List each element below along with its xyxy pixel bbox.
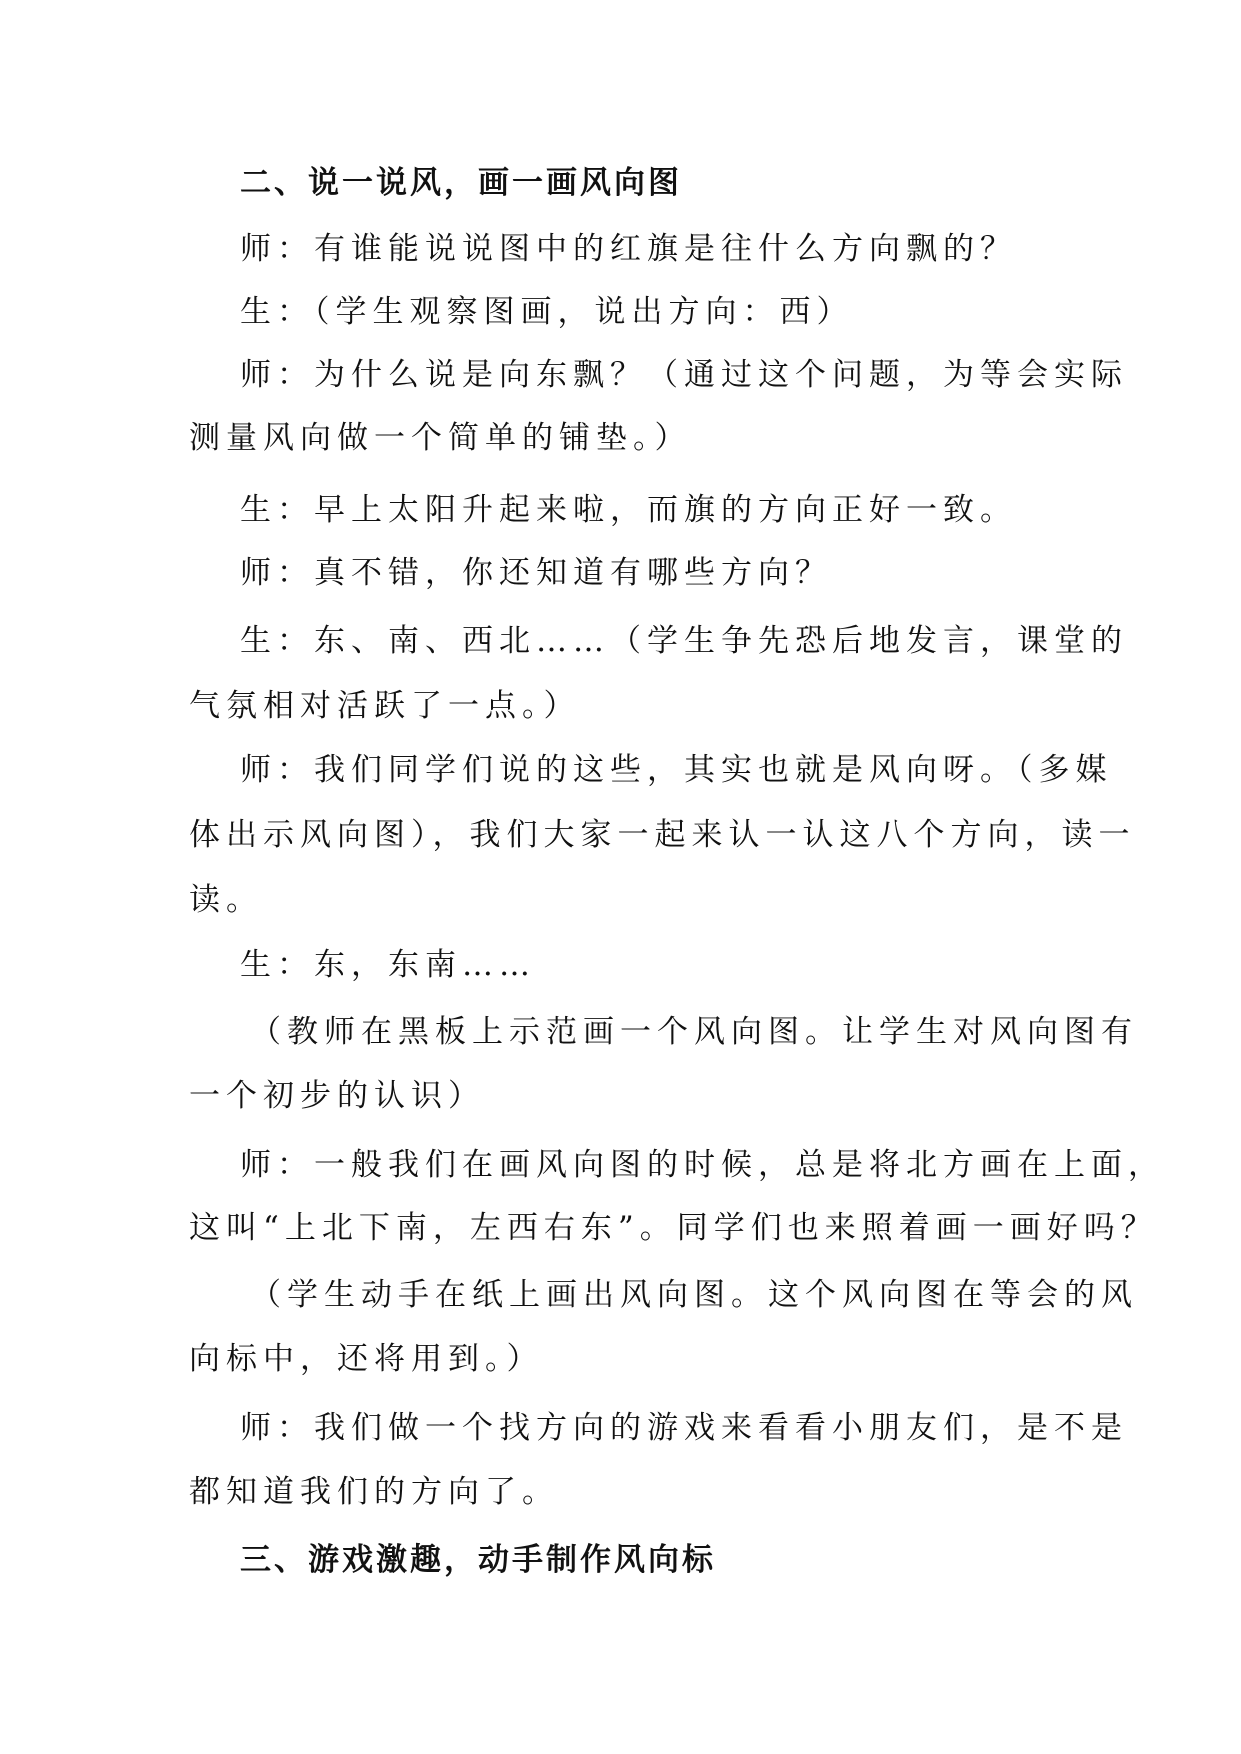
dialogue-line: 体出示风向图），我们大家一起来认一认这八个方向，读一 <box>189 817 1136 853</box>
dialogue-line: 读。 <box>189 882 263 918</box>
dialogue-line: （学生动手在纸上画出风向图。这个风向图在等会的风 <box>250 1277 1138 1313</box>
dialogue-line: （教师在黑板上示范画一个风向图。让学生对风向图有 <box>250 1014 1138 1050</box>
dialogue-line: 师：真不错，你还知道有哪些方向？ <box>240 555 832 591</box>
dialogue-line: 生：东，东南…… <box>240 947 536 983</box>
dialogue-line: 师：我们做一个找方向的游戏来看看小朋友们，是不是 <box>240 1410 1128 1446</box>
section-heading-2: 二、说一说风，画一画风向图 <box>240 165 682 201</box>
dialogue-line: 这叫“上北下南，左西右东”。同学们也来照着画一画好吗？ <box>189 1210 1158 1246</box>
dialogue-line: 气氛相对活跃了一点。） <box>189 688 581 724</box>
dialogue-line: 师：为什么说是向东飘？（通过这个问题，为等会实际 <box>240 357 1128 393</box>
dialogue-line: 师：有谁能说说图中的红旗是往什么方向飘的？ <box>240 231 1017 267</box>
dialogue-line: 生：东、南、西北……（学生争先恐后地发言，课堂的 <box>240 623 1128 659</box>
dialogue-line: 测量风向做一个简单的铺垫。） <box>189 420 692 456</box>
section-heading-3: 三、游戏激趣，动手制作风向标 <box>240 1542 716 1578</box>
dialogue-line: 生：（学生观察图画，说出方向：西） <box>240 294 854 330</box>
dialogue-line: 师：一般我们在画风向图的时候，总是将北方画在上面， <box>240 1147 1165 1183</box>
dialogue-line: 师：我们同学们说的这些，其实也就是风向呀。（多媒 <box>240 752 1113 788</box>
dialogue-line: 向标中，还将用到。） <box>189 1341 544 1377</box>
dialogue-line: 一个初步的认识） <box>189 1078 485 1114</box>
dialogue-line: 都知道我们的方向了。 <box>189 1474 559 1510</box>
dialogue-line: 生：早上太阳升起来啦，而旗的方向正好一致。 <box>240 492 1017 528</box>
